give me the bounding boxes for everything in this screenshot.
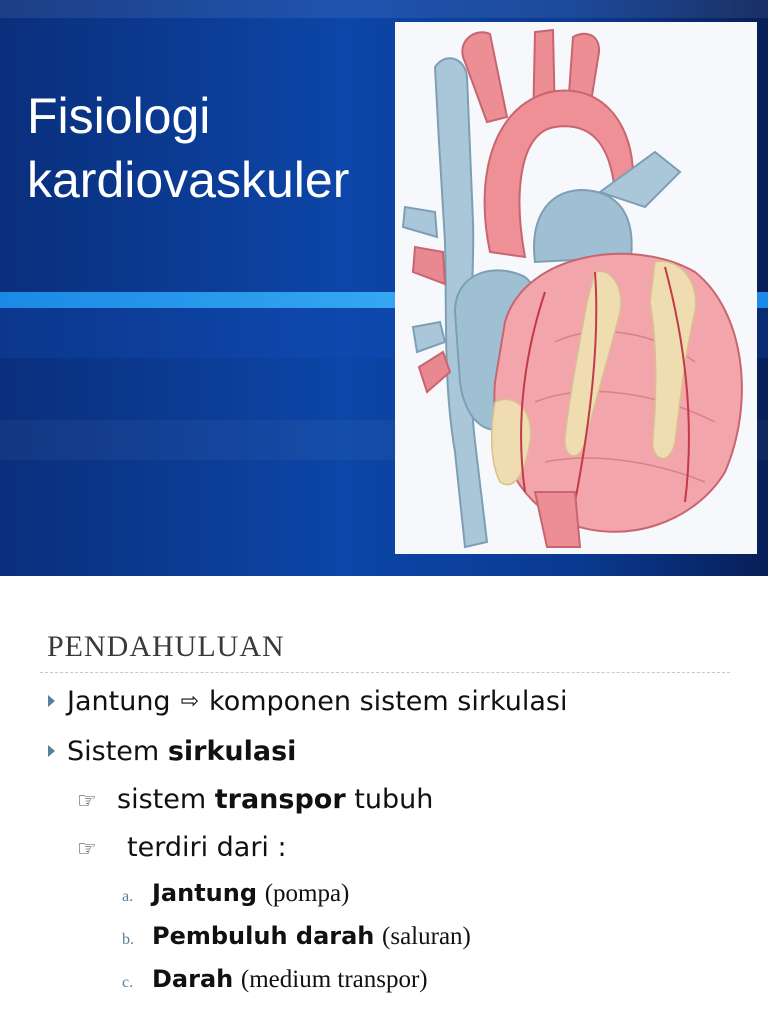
hollow-right-arrow-icon: ⇨ <box>180 689 200 714</box>
list-item <box>122 965 428 994</box>
pointing-hand-icon: ☞ <box>77 837 97 862</box>
sub-bullet-bold: transpor <box>214 784 346 815</box>
triangle-bullet-icon <box>48 695 55 707</box>
bullet-bold: sirkulasi <box>167 736 297 767</box>
triangle-bullet-icon <box>48 745 55 757</box>
pointing-hand-icon: ☞ <box>77 789 97 814</box>
bullet-sistem-sirkulasi <box>48 736 296 767</box>
section-heading: PENDAHULUAN <box>47 630 285 663</box>
list-item-paren: (medium transpor) <box>240 966 428 993</box>
list-item-letter: a. <box>122 888 134 905</box>
list-item-bold: Jantung <box>152 879 258 907</box>
list-item <box>122 922 471 951</box>
heading-divider <box>40 672 730 673</box>
title-line-2: kardiovaskuler <box>27 152 350 208</box>
bullet-text-before: Jantung <box>67 686 171 717</box>
sub-bullet-text-before: sistem <box>117 784 207 815</box>
heart-anatomy-illustration-icon <box>395 22 757 554</box>
list-item-paren: (saluran) <box>382 923 471 950</box>
bullet-jantung <box>48 686 568 717</box>
list-item-bold: Darah <box>152 965 234 993</box>
list-item <box>122 879 349 908</box>
decor-stripe <box>0 0 768 18</box>
bullet-text: Sistem <box>67 736 160 767</box>
list-item-bold: Pembuluh darah <box>152 922 375 950</box>
list-item-letter: b. <box>122 931 134 948</box>
title-line-1: Fisiologi <box>27 88 211 144</box>
content-slide <box>0 576 768 1024</box>
sub-bullet-text-after: tubuh <box>354 784 434 815</box>
sub-bullet-terdiri <box>77 832 287 863</box>
sub-bullet-text: terdiri dari : <box>127 832 287 863</box>
list-item-paren: (pompa) <box>264 880 350 907</box>
sub-bullet-transpor <box>77 784 433 815</box>
bullet-text-after: komponen sistem sirkulasi <box>209 686 568 717</box>
slide-title <box>27 84 387 212</box>
heart-illustration <box>395 22 757 554</box>
list-item-letter: c. <box>122 974 134 991</box>
